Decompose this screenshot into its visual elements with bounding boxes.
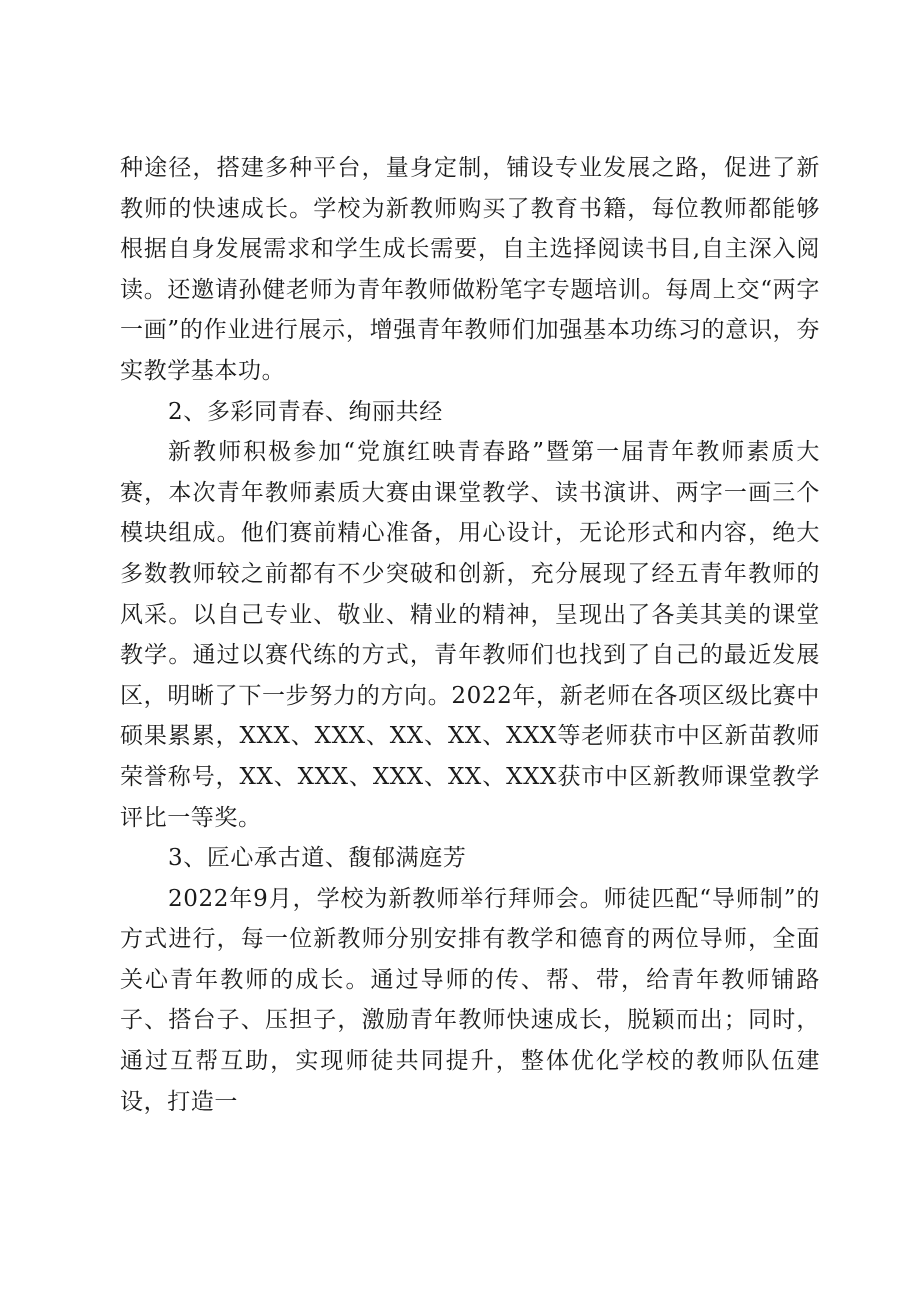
section-heading-2: 2、多彩同青春、绚丽共经 bbox=[168, 398, 443, 425]
document-body bbox=[120, 148, 820, 1122]
paragraph-continued: 种途径，搭建多种平台，量身定制，铺设专业发展之路，促进了新教师的快速成长。学校为新教师购买了教育书籍，每位教师都能够根据自身发展需求和学生成长需要，自主选择阅读书目,自主深入阅读。还邀请孙健老师为青年教师做粉笔字专题培训。每周上交“两字一画”的作业进行展示，增强青年教师们加强基本功练习的意识，夯实教学基本功。 bbox=[120, 155, 820, 384]
paragraph-mentorship: 2022年9月，学校为新教师举行拜师会。师徒匹配“导师制”的方式进行，每一位新教师分别安排有教学和德育的两位导师，全面关心青年教师的成长。通过导师的传、帮、带，给青年教师铺路子、搭台子、压担子，激励青年教师快速成长，脱颖而出；同时，通过互帮互助，实现师徒共同提升，整体优化学校的教师队伍建设，打造一 bbox=[120, 885, 820, 1115]
section-heading-3: 3、匠心承古道、馥郁满庭芳 bbox=[168, 845, 467, 872]
paragraph-contest: 新教师积极参加“党旗红映青春路”暨第一届青年教师素质大赛，本次青年教师素质大赛由课堂教学、读书演讲、两字一画三个模块组成。他们赛前精心准备，用心设计，无论形式和内容，绝大多数教师较之前都有不少突破和创新，充分展现了经五青年教师的风采。以自己专业、敬业、精业的精神，呈现出了各美其美的课堂教学。通过以赛代练的方式，青年教师们也找到了自己的最近发展区，明晰了下一步努力的方向。2022年，新老师在各项区级比赛中硕果累累，XXX、XXX、XX、XX、XXX等老师获市中区新苗教师荣誉称号，XX、XXX、XXX、XX、XXX获市中区新教师课堂教学评比一等奖。 bbox=[120, 439, 820, 831]
